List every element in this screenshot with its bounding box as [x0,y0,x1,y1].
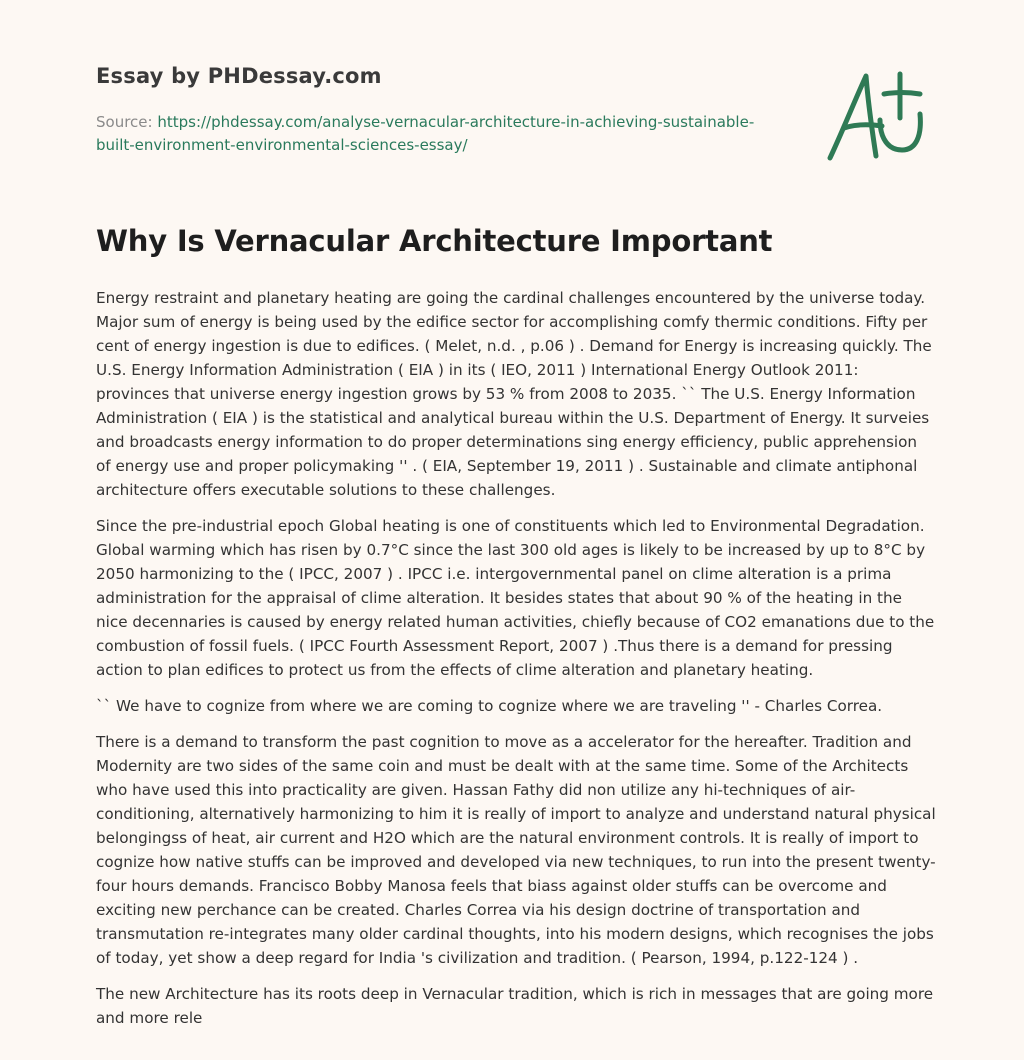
paragraph: There is a demand to transform the past cognition to move as a accelerator for the hereafter. Tradition and Modernity are two sides of the same coin and must be dealt with at the same time. Some of the Architects who have used this into practicality are given. Hassan Fathy did non utilize any hi-techniques of air-conditioning, alternatively harmonizing to him it is really of import to analyze and understand natural physical belongingss of heat, air current and H2O which are the natural environment controls. It is really of import to cognize how native stuffs can be improved and developed via new techniques, to run into the present twenty-four hours demands. Francisco Bobby Manosa feels that biass against older stuffs can be overcome and exciting new perchance can be created. Charles Correa via his design doctrine of transportation and transmutation re-integrates many older cardinal thoughts, into his modern designs, which recognises the jobs of today, yet show a deep regard for India 's civilization and tradition. ( Pearson, 1994, p.122-124 ) . [96,733,936,967]
a-plus-grade-icon [822,66,932,166]
quote-paragraph: `` We have to cognize from where we are coming to cognize where we are traveling '' - Charles Correa. [96,697,883,715]
site-brand: Essay by PHDessay.com [96,64,382,88]
article-body [96,286,936,1042]
paragraph: Since the pre-industrial epoch Global heating is one of constituents which led to Environmental Degradation. Global warming which has risen by 0.7°C since the last 300 old ages is likely to be increased by up to 8°C by 2050 harmonizing to the ( IPCC, 2007 ) . IPCC i.e. intergovernmental panel on clime alteration is a prima administration for the appraisal of clime alteration. It besides states that about 90 % of the heating in the nice decennaries is caused by energy related human activities, chiefly because of CO2 emanations due to the combustion of fossil fuels. ( IPCC Fourth Assessment Report, 2007 ) .Thus there is a demand for pressing action to plan edifices to protect us from the effects of clime alteration and planetary heating. [96,517,935,679]
source-link[interactable]: https://phdessay.com/analyse-vernacular-architecture-in-achieving-sustainable-built-environment-environmental-sciences-essay/ [96,113,755,154]
source-label: Source: [96,113,158,131]
paragraph: Energy restraint and planetary heating are going the cardinal challenges encountered by the universe today. Major sum of energy is being used by the edifice sector for accomplishing comfy thermic conditions. Fifty per cent of energy ingestion is due to edifices. ( Melet, n.d. , p.06 ) . Demand for Energy is increasing quickly. The U.S. Energy Information Administration ( EIA ) in its ( IEO, 2011 ) International Energy Outlook 2011: provinces that universe energy ingestion grows by 53 % from 2008 to 2035. `` The U.S. Energy Information Administration ( EIA ) is the statistical and analytical bureau within the U.S. Department of Energy. It surveies and broadcasts energy information to do proper determinations sing energy efficiency, public apprehension of energy use and proper policymaking '' . ( EIA, September 19, 2011 ) . Sustainable and climate antiphonal architecture offers executable solutions to these challenges. [96,289,932,499]
page-title: Why Is Vernacular Architecture Important [96,224,773,258]
source-line [96,111,776,157]
paragraph: The new Architecture has its roots deep in Vernacular tradition, which is rich in messages that are going more and more rele [96,985,934,1027]
